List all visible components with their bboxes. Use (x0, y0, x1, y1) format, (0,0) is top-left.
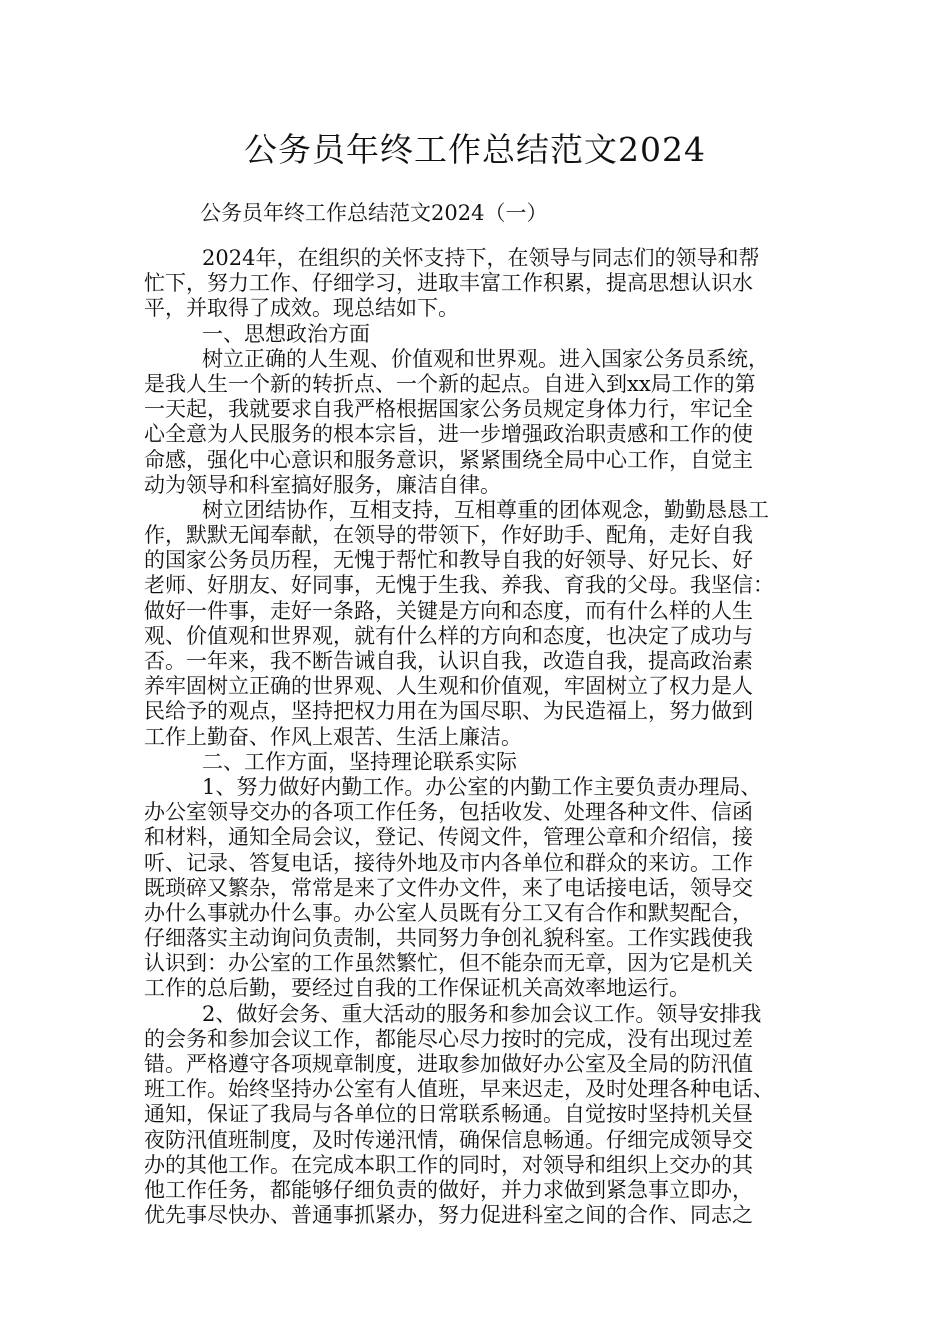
body-line: 心全意为人民服务的根本宗旨，进一步增强政治职责感和工作的使 (144, 422, 753, 447)
body-line: 观、价值观和世界观，就有什么样的方向和态度，也决定了成功与 (144, 623, 753, 648)
body-line: 一、思想政治方面 (202, 321, 370, 346)
body-line: 通知，保证了我局与各单位的日常联系畅通。自觉按时坚持机关昼 (144, 1102, 753, 1127)
body-line: 1、努力做好内勤工作。办公室的内勤工作主要负责办理局、 (202, 774, 762, 799)
body-line: 否。一年来，我不断告诫自我，认识自我，改造自我，提高政治素 (144, 649, 753, 673)
document-body (144, 246, 824, 1228)
body-line: 平，并取得了成效。现总结如下。 (144, 296, 459, 321)
body-line: 他工作任务，都能够仔细负责的做好，并力求做到紧急事立即办， (144, 1177, 753, 1202)
body-line: 工作的总后勤，要经过自我的工作保证机关高效率地运行。 (144, 976, 690, 1001)
body-line: 认识到：办公室的工作虽然繁忙，但不能杂而无章，因为它是机关 (144, 951, 753, 976)
body-line: 和材料，通知全局会议，登记、传阅文件，管理公章和介绍信，接 (144, 825, 753, 850)
body-line: 办什么事就办什么事。办公室人员既有分工又有合作和默契配合， (144, 900, 753, 925)
body-line: 的国家公务员历程，无愧于帮忙和教导自我的好领导、好兄长、好 (144, 548, 753, 573)
body-line: 动为领导和科室搞好服务，廉洁自律。 (144, 472, 501, 497)
body-line: 作，默默无闻奉献，在领导的带领下，作好助手、配角，走好自我 (144, 523, 753, 548)
document-title: 公务员年终工作总结范文2024 (244, 130, 706, 169)
body-line: 班工作。始终坚持办公室有人值班，早来迟走，及时处理各种电话、 (144, 1077, 774, 1102)
body-line: 的会务和参加会议工作，都能尽心尽力按时的完成，没有出现过差 (144, 1026, 753, 1051)
document-subtitle: 公务员年终工作总结范文2024（一） (200, 201, 548, 225)
body-line: 工作上勤奋、作风上艰苦、生活上廉洁。 (144, 724, 522, 749)
body-line: 2024年，在组织的关怀支持下，在领导与同志们的领导和帮 (202, 246, 760, 270)
body-line: 既琐碎又繁杂，常常是来了文件办文件，来了电话接电话，领导交 (144, 875, 753, 900)
body-line: 2、做好会务、重大活动的服务和参加会议工作。领导安排我 (202, 1001, 762, 1026)
body-line: 仔细落实主动询问负责制，共同努力争创礼貌科室。工作实践使我 (144, 926, 753, 951)
body-line: 优先事尽快办、普通事抓紧办，努力促进科室之间的合作、同志之 (144, 1203, 753, 1228)
body-line: 二、工作方面，坚持理论联系实际 (202, 749, 517, 774)
body-line: 老师、好朋友、好同事，无愧于生我、养我、育我的父母。我坚信： (144, 573, 774, 598)
body-line: 是我人生一个新的转折点、一个新的起点。自进入到xx局工作的第 (144, 371, 756, 396)
body-line: 做好一件事，走好一条路，关键是方向和态度，而有什么样的人生 (144, 598, 753, 623)
body-line: 树立团结协作，互相支持，互相尊重的团体观念，勤勤恳恳工 (202, 497, 769, 522)
body-line: 命感，强化中心意识和服务意识，紧紧围绕全局中心工作，自觉主 (144, 447, 753, 472)
body-line: 养牢固树立正确的世界观、人生观和价值观，牢固树立了权力是人 (144, 674, 753, 699)
body-line: 办公室领导交办的各项工作任务，包括收发、处理各种文件、信函 (144, 800, 753, 825)
body-line: 一天起，我就要求自我严格根据国家公务员规定身体力行，牢记全 (144, 397, 753, 422)
body-line: 民给予的观点，坚持把权力用在为国尽职、为民造福上，努力做到 (144, 699, 753, 724)
body-line: 忙下，努力工作、仔细学习，进取丰富工作积累，提高思想认识水 (144, 271, 753, 296)
body-line: 办的其他工作。在完成本职工作的同时，对领导和组织上交办的其 (144, 1152, 753, 1177)
body-line: 树立正确的人生观、价值观和世界观。进入国家公务员系统， (202, 346, 769, 371)
body-line: 错。严格遵守各项规章制度，进取参加做好办公室及全局的防汛值 (144, 1052, 753, 1076)
body-line: 听、记录、答复电话，接待外地及市内各单位和群众的来访。工作 (144, 850, 753, 875)
body-line: 夜防汛值班制度，及时传递汛情，确保信息畅通。仔细完成领导交 (144, 1127, 753, 1152)
